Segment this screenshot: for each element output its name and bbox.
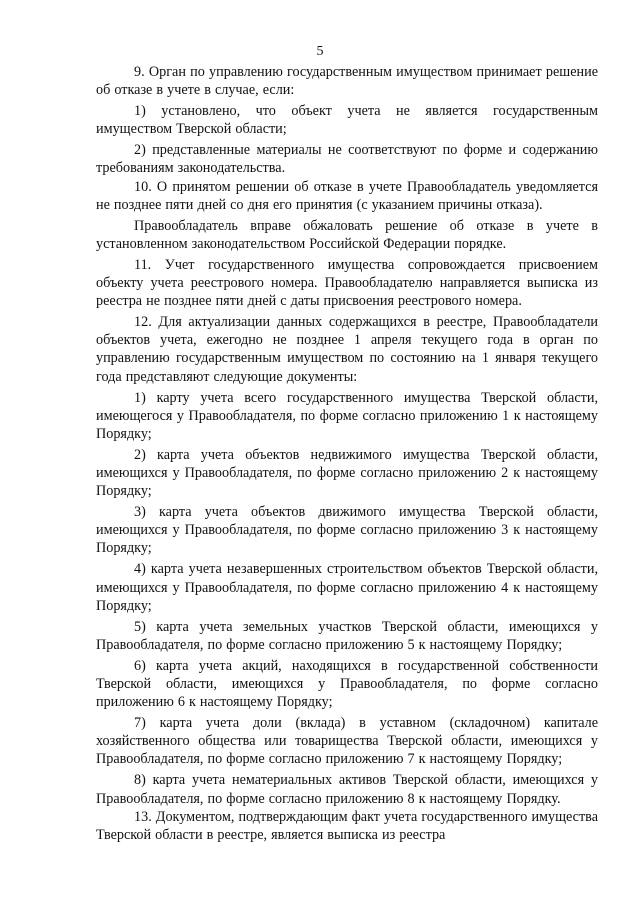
paragraph-12-item-7: 7) карта учета доли (вклада) в уставном (складочном) капитале хозяйственного общества или товарищества Тверской области, имеющихся у Правообладателя, по форме согласно приложению 7 к настоящему Порядку; — [96, 715, 598, 768]
paragraph-13: 13. Документом, подтверждающим факт учета государственного имущества Тверской области в реестре, является выписка из реестра — [96, 808, 598, 843]
paragraph-9-item-2: 2) представленные материалы не соответствуют по форме и содержанию требованиям законодательства. — [96, 142, 598, 177]
paragraph-12-item-6: 6) карта учета акций, находящихся в государственной собственности Тверской области, имеющихся у Правообладателя, по форме согласно приложению 6 к настоящему Порядку; — [96, 657, 598, 711]
paragraph-12-item-1: 1) карту учета всего государственного имущества Тверской области, имеющегося у Правообладателя, по форме согласно приложению 1 к настоящему Порядку; — [96, 389, 598, 442]
document-body — [96, 63, 598, 844]
paragraph-12-item-4: 4) карта учета незавершенных строительством объектов Тверской области, имеющихся у Правообладателя, по форме согласно приложению 4 к настоящему Порядку; — [96, 561, 598, 614]
paragraph-9: 9. Орган по управлению государственным имуществом принимает решение об отказе в учете в случае, если: — [96, 64, 598, 99]
paragraph-9-item-1: 1) установлено, что объект учета не является государственным имуществом Тверской области; — [96, 103, 598, 138]
paragraph-12-item-8: 8) карта учета нематериальных активов Тверской области, имеющихся у Правообладателя, по форме согласно приложению 8 к настоящему Порядку. — [96, 772, 598, 807]
paragraph-11: 11. Учет государственного имущества сопровождается присвоением объекту учета реестрового номера. Правообладателю направляется выписка из реестра не позднее пяти дней с даты присвоения реестрового номера. — [96, 256, 598, 310]
paragraph-12: 12. Для актуализации данных содержащихся в реестре, Правообладатели объектов учета, ежегодно не позднее 1 апреля текущего года в орган по управлению государственным имуществом по состоянию на 1 января текущего года представляют следующие документы: — [96, 314, 598, 385]
paragraph-12-item-3: 3) карта учета объектов движимого имущества Тверской области, имеющихся у Правообладателя, по форме согласно приложению 3 к настоящему Порядку; — [96, 504, 598, 557]
paragraph-12-item-2: 2) карта учета объектов недвижимого имущества Тверской области, имеющихся у Правообладателя, по форме согласно приложению 2 к настоящему Порядку; — [96, 446, 598, 500]
paragraph-10: 10. О принятом решении об отказе в учете Правообладатель уведомляется не позднее пяти дней со дня его принятия (с указанием причины отказа). — [96, 178, 598, 213]
page-number: 5 — [316, 44, 324, 59]
paragraph-10-appeal: Правообладатель вправе обжаловать решение об отказе в учете в установленном законодательством Российской Федерации порядке. — [96, 217, 598, 252]
paragraph-12-item-5: 5) карта учета земельных участков Тверской области, имеющихся у Правообладателя, по форме согласно приложению 5 к настоящему Порядку; — [96, 618, 598, 653]
